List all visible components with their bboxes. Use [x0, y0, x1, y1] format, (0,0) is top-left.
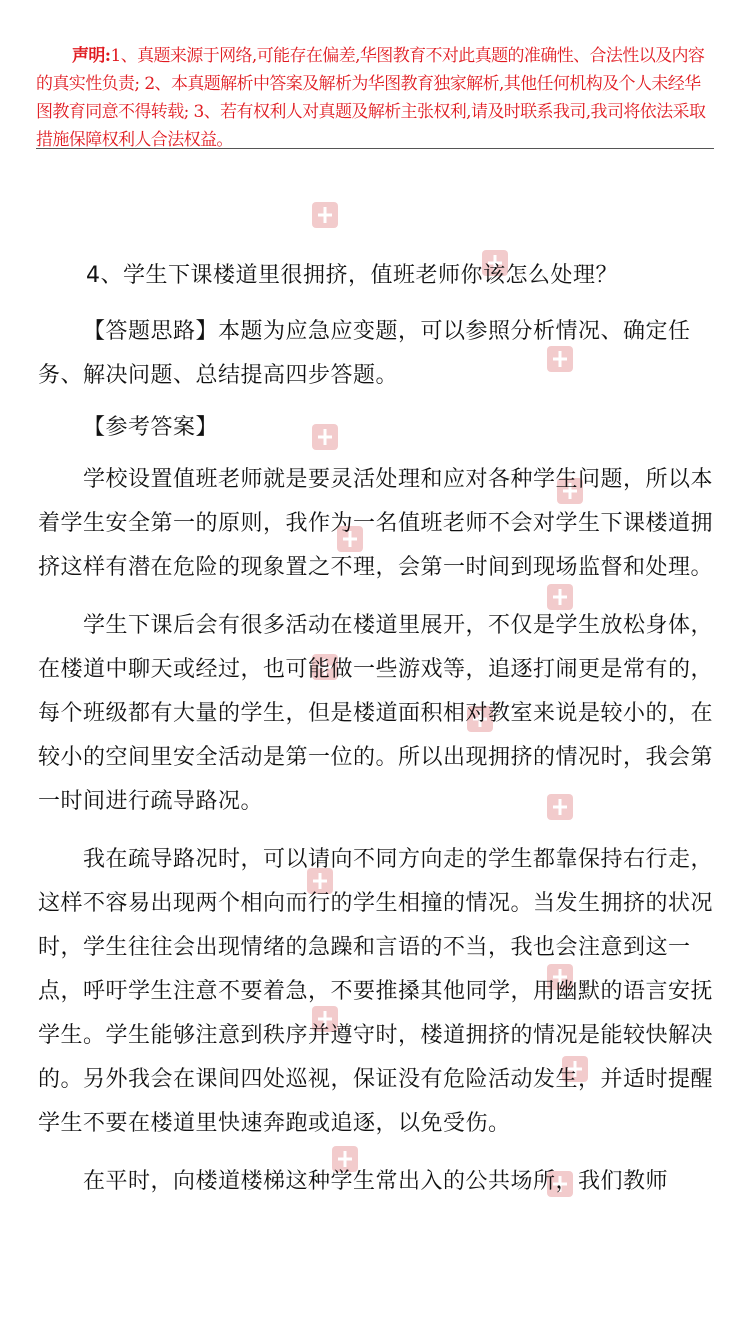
answer-paragraph-4: 在平时，向楼道楼梯这种学生常出入的公共场所，我们教师 — [83, 1169, 669, 1194]
answer-heading: 【参考答案】 — [83, 415, 219, 440]
document-body — [38, 254, 714, 1218]
answer-paragraph-2: 学生下课后会有很多活动在楼道里展开，不仅是学生放松身体，在楼道中聊天或经过，也可能做一些游戏等，追逐打闹更是常有的，每个班级都有大量的学生，但是楼道面积相对教室来说是较小的，在较小的空间里安全活动是第一位的。所以出现拥挤的情况时，我会第一时间进行疏导路况。 — [38, 613, 714, 814]
question-title: 4、学生下课楼道里很拥挤，值班老师你该怎么处理？ — [86, 263, 618, 288]
disclaimer-lead: 声明: — [72, 46, 111, 66]
disclaimer-text: 1、真题来源于网络,可能存在偏差,华图教育不对此真题的准确性、合法性以及内容的真实性负责; 2、本真题解析中答案及解析为华图教育独家解析,其他任何机构及个人未经华图教育同意不得转载; 3、若有权利人对真题及解析主张权利,请及时联系我司,我司将依法采取措施保障权利人合法权益。 — [36, 46, 706, 150]
answer-paragraph-3: 我在疏导路况时，可以请向不同方向走的学生都靠保持右行走，这样不容易出现两个相向而行的学生相撞的情况。当发生拥挤的状况时，学生往往会出现情绪的急躁和言语的不当，我也会注意到这一点，呼吁学生注意不要着急，不要推搡其他同学，用幽默的语言安抚学生。学生能够注意到秩序并遵守时，楼道拥挤的情况是能较快解决的。另外我会在课间四处巡视，保证没有危险活动发生，并适时提醒学生不要在楼道里快速奔跑或追逐，以免受伤。 — [38, 847, 714, 1136]
disclaimer — [36, 42, 712, 154]
answer-approach: 【答题思路】本题为应急应变题，可以参照分析情况、确定任务、解决问题、总结提高四步答题。 — [38, 319, 691, 388]
watermark-logo-mark — [312, 202, 338, 228]
header-divider — [36, 148, 714, 149]
watermark-logo-glyph — [318, 207, 332, 223]
watermark-logo — [310, 196, 440, 236]
answer-paragraph-1: 学校设置值班老师就是要灵活处理和应对各种学生问题，所以本着学生安全第一的原则，我作为一名值班老师不会对学生下课楼道拥挤这样有潜在危险的现象置之不理，会第一时间到现场监督和处理。 — [38, 467, 714, 580]
